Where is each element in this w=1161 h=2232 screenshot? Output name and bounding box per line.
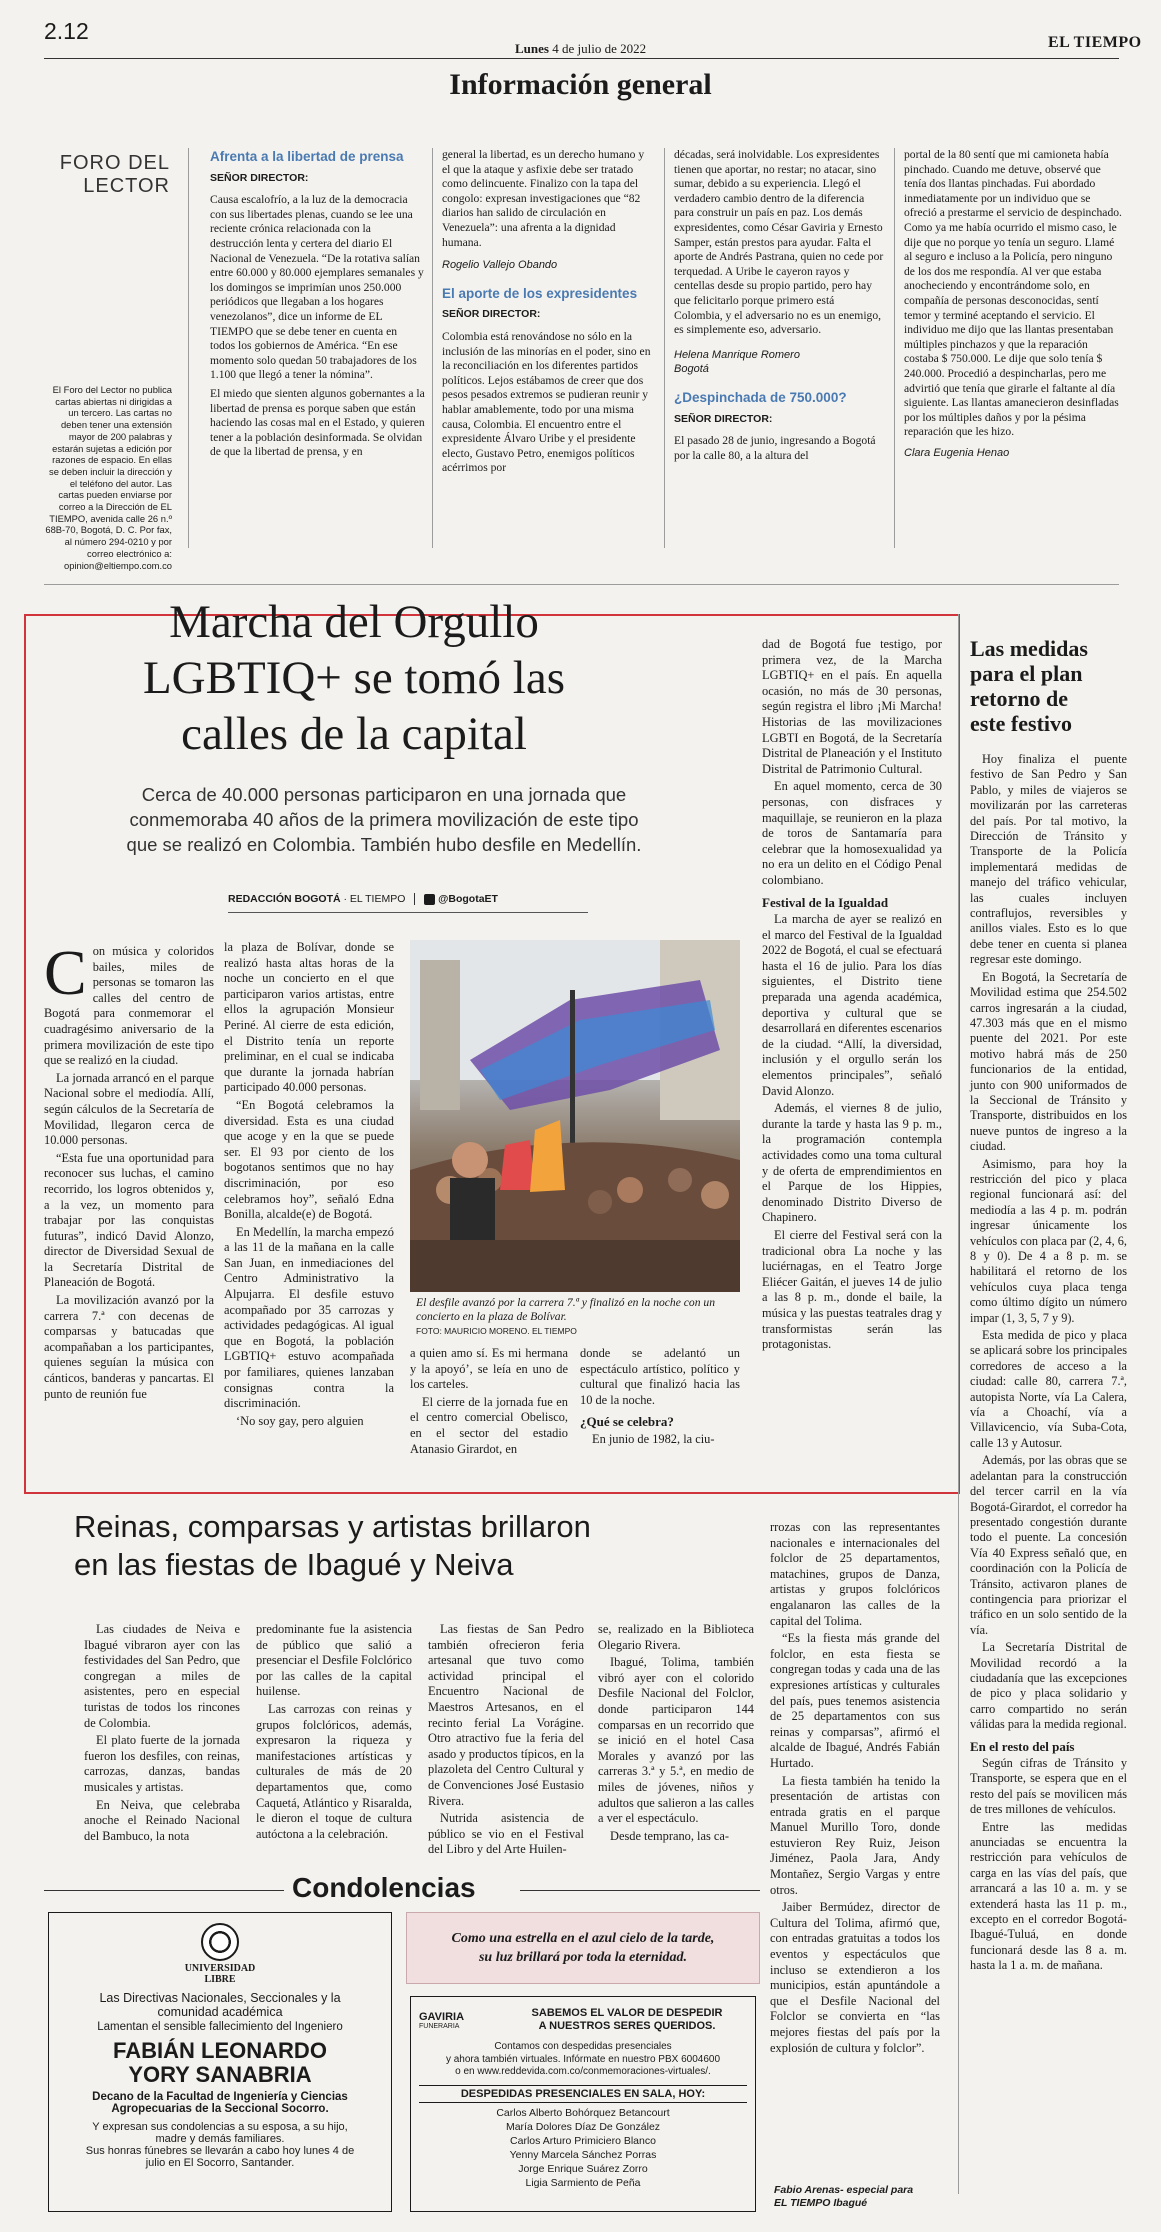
medidas-headline: [970, 636, 1130, 736]
page-number: 2.12: [44, 18, 89, 44]
reinas-para: Desde temprano, las ca-: [610, 1828, 730, 1843]
date-line: [515, 41, 646, 57]
medidas-headline-line: para el plan: [970, 661, 1083, 686]
medidas-para: Además, por las obras que se adelantan para la construcción del tercer carril en la vía Bogotá-Girardot, el corredor ha presentado congestión durante todo el puente. La concesión Vía 40 Express señaló que, en coordinación con la Policía de Tránsito, activaron planes de contingencia para priorizar el tráfico en un solo sentido de la vía.: [970, 1453, 1127, 1637]
section-rule: [44, 584, 1119, 585]
marcha-col4: [580, 1346, 740, 1450]
marcha-deck: [54, 782, 714, 857]
marcha-deck-line: que se realizó en Colombia. También hubo desfile en Medellín.: [126, 834, 642, 855]
twitter-handle[interactable]: @BogotaET: [438, 893, 498, 905]
foro-divider: [188, 148, 189, 548]
gaviria-logo: [419, 2011, 507, 2030]
gaviria-logo-text: GAVIRIA: [419, 2010, 465, 2023]
reinas-col1: [84, 1622, 240, 1846]
marcha-para: a quien amo sí. Es mi hermana y la apoyó’, se leía en uno de los carteles.: [410, 1346, 568, 1392]
right-column-divider: [958, 614, 959, 2194]
letter3-col4: [904, 148, 1124, 464]
universidad-logo: [145, 1923, 295, 1985]
marcha-col2: [224, 940, 394, 1431]
letter3-para: portal de la 80 sentí que mi camioneta había pinchado. Cuando me detuve, observé que tenía dos llantas pinchadas. Fui abordado inmediatamente por un individuo que se ofreció a prestarme el servicio de despinchado. Como ya me había ocurrido el mismo caso, le dije que no porque yo tenía un seguro. Llamé al seguro e incluso a la Policía, pero ninguno de los dos me respondía. Al ver que estaba anocheciendo y encontrándome solo, en compañía de personas desconocidas, sentí temor y terminé aceptando el servicio. El individuo me dijo que las llantas presentaban múltiples pinchazos y que la reparación costaba $ 750.000. Le dije que solo tenía $ 240.000. Procedió a despincharlas, pero me advirtió que tenía que girarle el faltante al día siguiente. Las llantas amanecieron desinfladas por los múltiples daños y por la pésima reparación que les hizo.: [904, 148, 1122, 439]
universidad-logo-bottom: LIBRE: [204, 1974, 236, 1985]
byline-desk: REDACCIÓN BOGOTÁ: [228, 893, 341, 905]
foro-note: El Foro del Lector no publica cartas abiertas ni dirigidas a un tercero. Las cartas no deben tener una extensión mayor de 200 palabras y estarán sujetas a edición por razones de espacio. En ellas se deben incluir la dirección y el teléfono del autor. Las cartas pueden enviarse por correo a la Dirección de EL TIEMPO, avenida calle 26 n.º 68B-70, Bogotá, D. C. Por fax, al número 294-0210 y por correo electrónico a: opinion@eltiempo.com.co: [45, 384, 172, 571]
reinas-para: La fiesta también ha tenido la presentación de artistas con entrada gratis en el parque Manuel Murillo Toro, donde estuvieron Rey Ruiz, Jeison Jiménez, Paola Jara, Andy Montañez, Sergio Vargas y entre otros.: [770, 1773, 940, 1897]
marcha-para: En aquel momento, cerca de 30 personas, con disfraces y maquillaje, se reunieron en la plaza de toros de Santamaría para celebrar que la homosexualidad ya no era un delito en el Código Penal colombiano.: [762, 779, 942, 887]
reinas-signature: [774, 2184, 944, 2210]
reinas-col4: [598, 1622, 754, 1846]
letter1-col1: [210, 148, 425, 464]
gaviria-info-line: y ahora también virtuales. Infórmate en nuestro PBX 6004600: [445, 2053, 721, 2065]
letter2-para: Colombia está renovándose no sólo en la inclusión de las minorías en el poder, sino en la reconciliación en los diferentes partidos políticos. Lejos estábamos de creer que dos pesos pesados extremos se pudieran reunir y hablar amablemente, todo por una misma causa, Colombia. El encuentro entre el expresidente Álvaro Uribe y el presidente electo, Gustavo Petro, enemigos políticos acérrimos por: [442, 329, 651, 475]
reinas-para: predominante fue la asistencia de público que salió a presenciar el Desfile Folclórico por las calles de la capital huilense.: [256, 1622, 412, 1699]
marcha-para: Además, el viernes 8 de julio, durante la tarde y hasta las 9 p. m., la programación contempla actividades como una toma cultural y de oferta de emprendimientos en el Parque de los Hippies, denominado Distrito Diverso de Chapinero.: [762, 1101, 942, 1225]
universidad-line: Las Directivas Nacionales, Seccionales y la: [99, 1991, 341, 2005]
gaviria-info-link[interactable]: o en www.reddevida.com.co/conmemoraciones-virtuales/.: [455, 2066, 711, 2077]
foro-title: [40, 152, 170, 198]
poem-line: su luz brillará por toda la eternidad.: [478, 1950, 688, 1965]
poem-line: Como una estrella en el azul cielo de la tarde,: [451, 1931, 715, 1946]
universidad-notice: [48, 1912, 392, 2212]
marcha-para: La marcha de ayer se realizó en el marco del Festival de la Igualdad 2022 de Bogotá, el cual se efectuará hasta el 16 de julio. Para los días siguientes, el Distrito tiene preparada una agenda académica, deportiva y cultural que se desarrollará en diferentes escenarios de la ciudad. “Allí, la diversidad, inclusión y el orgullo serán los elementos principales”, señaló David Alonzo.: [762, 912, 942, 1098]
col-divider: [894, 148, 895, 548]
gaviria-list-title: DESPEDIDAS PRESENCIALES EN SALA, HOY:: [419, 2085, 747, 2103]
reinas-col2: [256, 1622, 412, 1844]
marcha-byline: [228, 893, 498, 905]
reinas-headline: [74, 1508, 774, 1584]
subhead-resto-pais: En el resto del país: [970, 1738, 1075, 1754]
marcha-para: donde se adelantó un espectáculo artístico, político y cultural que finalizó hacia las 10 de la noche.: [580, 1346, 740, 1407]
gaviria-notice: [410, 1996, 756, 2212]
reinas-para: Jaiber Bermúdez, director de Cultura del Tolima, afirmó que, con entradas gratuitas a todos los eventos y espectáculos que incluso se extendieron a los municipios, están apuntándole a que el Desfile Nacional del Folclor se convierta en “las mejores fiestas del país por la explosión de cultura y folclor”.: [770, 1900, 940, 2055]
marcha-para: la plaza de Bolívar, donde se realizó hasta altas horas de la noche un concierto en el que participaron varios artistas, entre ellos la agrupación Monsieur Periné. Al cierre de esta edición, el Distrito tenía un reporte preliminar, en el cual se indicaba que durante la jornada habrían participado 40.000 personas.: [224, 940, 394, 1095]
medidas-body: [970, 752, 1127, 1976]
marcha-para: En Medellín, la marcha empezó a las 11 de la mañana en la calle San Juan, en inmediaciones del Centro Administrativo la Alpujarra. El desfile estuvo acompañado por 35 carrozas y actividades pedagógicas. Al igual que en Bogotá, la población LGBTIQ+ estuvo acompañada por familiares, quienes lanzaban consignas contra la discriminación.: [224, 1224, 394, 1411]
foro-title-line1: FORO DEL: [59, 152, 170, 174]
dropcap: C: [44, 937, 87, 1008]
marcha-lead: on música y coloridos bailes, miles de personas se tomaron las calles del centro de Bogotá para conmemorar el cuadragésimo aniversario de la primera movilización de este tipo que se realizó en la ciudad.: [44, 944, 214, 1068]
gaviria-slogan-line: A NUESTROS SERES QUERIDOS.: [538, 2020, 716, 2032]
subhead-festival: Festival de la Igualdad: [762, 894, 889, 910]
byline-paper: · EL TIEMPO: [343, 893, 406, 905]
letter1-salutation: SEÑOR DIRECTOR:: [210, 171, 309, 184]
reinas-para: Ibagué, Tolima, también vibró ayer con el colorido Desfile Nacional del Folclor, donde participaron 144 comparsas en un recorrido que se inició en el hotel Casa Morales y avanzó por las carreras 3.ª y 5.ª, en medio de miles de jóvenes, niños y adultos que salieron a las calles a ver el espectáculo.: [598, 1655, 754, 1826]
list-item: María Dolores Díaz De González: [505, 2120, 661, 2133]
marcha-para: En junio de 1982, la ciu-: [592, 1431, 715, 1446]
letter2-para: décadas, será inolvidable. Los expresidentes tienen que aportar, no restar; no atacar, sino sumar, debido a su experiencia. Llegó el verdadero cambio dentro de la diferencia para construir un país en paz. Los demás expresidentes, como César Gaviria y Ernesto Samper, están prestos para ayudar. Falta el aporte de Andrés Pastrana, quien no cede por terquedad. A Uribe le cayeron rayos y centellas desde su propio partido, pero hay que felicitarlo porque primero está Colombia, y el adversario no es un enemigo, es simplemente eso, adversario.: [674, 148, 884, 337]
condolencias-title: Condolencias: [292, 1872, 476, 1903]
letter2-city: Bogotá: [674, 363, 709, 376]
universidad-line: comunidad académica: [157, 2005, 283, 2019]
byline-rule: [228, 912, 588, 913]
reinas-para: Las fiestas de San Pedro también ofrecieron feria artesanal que tuvo como actividad principal el Encuentro Nacional de Maestros Artesanos, en el recinto ferial La Vorágine. Otro atractivo fue la feria del asado y productos típicos, en la plazoleta del Centro Cultural y de Convenciones José Eustasio Rivera.: [428, 1622, 584, 1808]
col-divider: [432, 148, 433, 548]
reinas-para: rrozas con las representantes nacionales e internacionales del folclor de 25 departamentos, matachines, grupos de Danza, artistas y grupos folclóricos engalanaron las calles de la capital del Tolima.: [770, 1520, 940, 1628]
medidas-headline-line: Las medidas: [970, 636, 1088, 661]
list-item: Jorge Enrique Suárez Zorro: [518, 2162, 648, 2175]
universidad-line: julio en El Socorro, Santander.: [145, 2157, 295, 2169]
letter3-title: ¿Despinchada de 750.000?: [674, 389, 847, 405]
reinas-col3: [428, 1622, 584, 1860]
marcha-para: dad de Bogotá fue testigo, por primera vez, de la Marcha LGBTIQ+ en el país. En aquella ocasión, no más de 30 personas, según registra el libro ¡Mi Marcha! Historias de las movilizaciones LGBTI en Bogotá, de la Secretaría Distrital de Planeación y el Instituto Distrital de Patrimonio Cultural.: [762, 637, 942, 776]
universidad-line: Decano de la Facultad de Ingeniería y Ciencias: [92, 2091, 348, 2103]
deceased-name: YORY SANABRIA: [128, 2062, 312, 2087]
col-divider: [664, 148, 665, 548]
list-item: Yenny Marcela Sánchez Porras: [509, 2148, 657, 2161]
marcha-para: ‘No soy gay, pero alguien: [236, 1413, 364, 1428]
marcha-deck-line: Cerca de 40.000 personas participaron en una jornada que: [141, 784, 627, 805]
marcha-para: “Esta fue una oportunidad para reconocer sus luchas, el camino recorrido, los logros obtenidos y, a la vez, un momento para trabajar por las conquistas futuras”, indicó David Alonzo, director de Diversidad Sexual de la Secretaría Distrital de Planeación de Bogotá.: [44, 1150, 214, 1290]
letter1-para: general la libertad, es un derecho humano y el que la ataque y asfixie debe ser tratado como delincuente. Finalizo con la tapa del congolo: expresan investigaciones que “82 diarios han salido de circulación en Venezuela”: una afrenta a la dignidad humana.: [442, 148, 645, 249]
section-title: Información general: [449, 68, 712, 101]
reinas-para: En Neiva, que celebraba anoche el Reinado Nacional del Bambuco, la nota: [84, 1797, 240, 1843]
reinas-para: se, realizado en la Biblioteca Olegario Rivera.: [598, 1622, 754, 1652]
subhead-que-se-celebra: ¿Qué se celebra?: [580, 1414, 674, 1430]
letter3-salutation: SEÑOR DIRECTOR:: [674, 412, 773, 425]
condolencias-rule-right: [520, 1890, 760, 1891]
medidas-para: La Secretaría Distrital de Movilidad recordó a la ciudadanía que las excepciones de pico y placa solidario y carro compartido no serán válidas para la medida regional.: [970, 1640, 1127, 1732]
marcha-photo-illustration: [410, 940, 740, 1292]
list-item: Carlos Alberto Bohórquez Betancourt: [496, 2106, 670, 2119]
twitter-icon: [424, 894, 435, 905]
marcha-para: El cierre del Festival será con la tradicional obra La noche y las luciérnagas, en el Teatro Jorge Eliécer Gaitán, el jueves 14 de julio a las 8 p. m., donde el baile, la música y las puestas teatrales drag y transformistas serán las protagonistas.: [762, 1227, 942, 1352]
marcha-col3: [410, 1346, 568, 1459]
reinas-para: Nutrida asistencia de público se vio en el Festival del Libro y del Arte Huilen-: [428, 1811, 584, 1857]
gaviria-name-list: [419, 2106, 747, 2190]
marcha-para: La movilización avanzó por la carrera 7.ª con decenas de comparsas y batucadas que acompañaban a los participantes, quienes seguían la música con cánticos, banderas y pancartas. El punto de reunión fue: [44, 1293, 214, 1401]
reinas-signature-line: EL TIEMPO Ibagué: [774, 2197, 868, 2209]
photo-credit: FOTO: MAURICIO MORENO. EL TIEMPO: [416, 1326, 577, 1336]
marcha-deck-line: conmemoraba 40 años de la primera movilización de este tipo: [129, 809, 639, 830]
universidad-logo-top: UNIVERSIDAD: [184, 1963, 256, 1974]
letter2-title: El aporte de los expresidentes: [442, 285, 638, 301]
letter2-col3: [674, 148, 884, 467]
medidas-para: Asimismo, para hoy la restricción del pico y placa regional funcionará así: del mediodía a las 4 p. m. podrán ingresar únicamente los vehículos con placa par (2, 4, 6, 8 y 0). De 4 a 8 p. m. se habilitará el retorno de los vehículos cuya placa tenga como último dígito un número impar (1, 3, 5, 7 y 9).: [970, 1156, 1127, 1325]
date-rest: 4 de julio de 2022: [552, 41, 647, 56]
universidad-line: Sus honras fúnebres se llevarán a cabo hoy lunes 4 de: [85, 2145, 355, 2157]
reinas-col5: [770, 1520, 940, 2058]
reinas-para: El plato fuerte de la jornada fueron los desfiles, con reinas, carrozas, danzas, bandas musicales y artistas.: [84, 1733, 240, 1794]
universidad-line: Lamentan el sensible fallecimiento del Ingeniero: [97, 2021, 343, 2033]
byline-separator: [414, 893, 415, 905]
header-rule: [44, 58, 1119, 59]
letter1-para: Causa escalofrío, a la luz de la democracia con sus libertades plenas, cuando se lee una reciente crónica relacionada con la destrucción lenta y certera del diario El Nacional de Venezuela. “De la rotativa salían entre 60.000 y 80.000 ejemplares semanales y los domingos se imprimían unos 250.000 periódicos que llegaban a los hogares venezolanos”, dice un informe de EL TIEMPO que se debe tener en cuenta en todos los gobiernos de América. “En ese momento solo quedan 50 trabajadores de los 1.100 que llegó a tener la nómina”.: [210, 193, 424, 382]
marcha-para: “En Bogotá celebramos la diversidad. Esta es una ciudad que acoge y en la que se puede ser. El 93 por ciento de los bogotanos sentimos que no hay discriminación, por eso celebramos hoy”, señaló Edna Bonilla, alcalde(e) de Bogotá.: [224, 1097, 394, 1222]
seal-icon: [201, 1923, 239, 1961]
letter1-para: El miedo que sienten algunos gobernantes a la libertad de prensa es porque saben que están haciendo las cosas mal en el Estado, y quieren tener a la población desinformada. Se olvidan de que la libertad de prensa, y en: [210, 386, 425, 459]
medidas-para: Esta medida de pico y placa se aplicará sobre los principales corredores de acceso a la ciudad: calle 80, carrera 7.ª, autopista Norte, vía La Calera, vía a Choachí, vía a Villavicencio, vía Suba-Cota, calle 13 y Autosur.: [970, 1328, 1127, 1450]
reinas-headline-line: en las fiestas de Ibagué y Neiva: [74, 1547, 514, 1582]
marcha-headline-line: calles de la capital: [181, 708, 527, 760]
marcha-headline-line: Marcha del Orgullo: [169, 596, 539, 648]
letter1-title: Afrenta a la libertad de prensa: [210, 149, 404, 164]
marcha-col5: [762, 637, 942, 1355]
medidas-headline-line: retorno de: [970, 686, 1068, 711]
marcha-para: [44, 937, 214, 1069]
date-weekday: Lunes: [515, 41, 549, 56]
marcha-para: La jornada arrancó en el parque Nacional sobre el mediodía. Allí, según cálculos de la Secretaría de Movilidad, llegaron cerca de 10.000 personas.: [44, 1070, 214, 1148]
gaviria-logo-sub: FUNERARIA: [419, 2022, 460, 2030]
reinas-para: Las ciudades de Neiva e Ibagué vibraron ayer con las festividades del San Pedro, que congregan a miles de asistentes, pero en especial turistas de todos los rincones de Colombia.: [84, 1622, 240, 1730]
reinas-headline-line: Reinas, comparsas y artistas brillaron: [74, 1509, 591, 1544]
reinas-para: “Es la fiesta más grande del folclor, en esta fiesta se congregan todas y cada una de las expresiones artísticas y culturales del país, pues tenemos asistencia de 25 departamentos con sus reinas y comparsas”, afirmó el alcalde de Ibagué, Andrés Fabián Hurtado.: [770, 1631, 940, 1770]
list-item: Ligia Sarmiento de Peña: [525, 2176, 641, 2189]
medidas-para: Entre las medidas anunciadas se encuentra la restricción para vehículos de carga en las vías del país, que arrancará a las 10 a. m. y se extenderá hasta las 11 p. m., excepto en el corredor Bogotá-Ibagué-Tuluá, en donde funcionará desde las 8 a. m. hasta la 1 a. m. de mañana.: [970, 1819, 1127, 1973]
marcha-para: El cierre de la jornada fue en el centro comercial Obelisco, en el sector del estadio Atanasio Girardot, en: [410, 1394, 568, 1456]
masthead: EL TIEMPO: [1048, 34, 1142, 51]
condolencias-rule-left: [44, 1890, 284, 1891]
medidas-para: Hoy finaliza el puente festivo de San Pedro y San Pablo, y miles de viajeros se movilizarán por las carreteras del país. Por tal motivo, la Dirección de Tránsito y Transporte de la Policía implementará medidas de manejo del tráfico vehicular, las cuales incluyen contraflujos, reversibles y anillos viales. Esto es lo que debe tener en cuenta si planea regresar este domingo.: [970, 752, 1127, 967]
medidas-headline-line: este festivo: [970, 711, 1073, 736]
gaviria-info-line: Contamos con despedidas presenciales: [494, 2041, 672, 2052]
reinas-signature-line: Fabio Arenas- especial para: [774, 2184, 914, 2196]
photo-caption: El desfile avanzó por la carrera 7.ª y finalizó en la noche con un concierto en la plaza de Bolívar.: [416, 1296, 716, 1323]
gaviria-slogan-line: SABEMOS EL VALOR DE DESPEDIR: [531, 2007, 723, 2019]
universidad-line: Agropecuarias de la Seccional Socorro.: [111, 2103, 329, 2115]
letter3-signature: Clara Eugenia Henao: [904, 446, 1010, 459]
medidas-para: Según cifras de Tránsito y Transporte, se espera que en el resto del país se movilicen más de tres millones de vehículos.: [970, 1756, 1127, 1817]
medidas-para: En Bogotá, la Secretaría de Movilidad estima que 254.502 carros ingresarán a la ciudad, 47.303 más que en el mismo puente del 2021. Por este motivo habrá más de 250 funcionarios de la entidad, junto con 900 uniformados de la Seccional de Tránsito y Transporte, distribuidos en los nueve puntos de ingreso a la ciudad.: [970, 969, 1127, 1154]
letter2-signature: Helena Manrique Romero: [674, 348, 800, 361]
gaviria-info: [419, 2041, 747, 2079]
universidad-line: Y expresan sus condolencias a su esposa, a su hijo,: [92, 2121, 348, 2133]
gaviria-slogan: [507, 2007, 747, 2033]
gaviria-header: [419, 2007, 747, 2033]
deceased-name: FABIÁN LEONARDO: [113, 2038, 327, 2063]
list-item: Carlos Arturo Primiciero Blanco: [510, 2134, 656, 2147]
marcha-photo: [410, 940, 740, 1292]
universidad-line: madre y demás familiares.: [155, 2133, 285, 2145]
marcha-headline-line: LGBTIQ+ se tomó las: [142, 652, 566, 704]
reinas-para: Las carrozas con reinas y grupos folclóricos, además, expresaron la riqueza y manifestaciones artísticas y culturales de más de 20 departamentos que, como Caquetá, Atlántico y Risaralda, le dieron el toque de cultura autóctona a la celebración.: [256, 1701, 412, 1841]
poem-box: [406, 1912, 760, 1984]
marcha-headline: [54, 594, 654, 762]
letter3-para: El pasado 28 de junio, ingresando a Bogotá por la calle 80, a la altura del: [674, 434, 876, 462]
letter1-col2: [442, 148, 654, 480]
foro-title-line2: LECTOR: [83, 175, 170, 197]
letter1-signature: Rogelio Vallejo Obando: [442, 259, 558, 272]
marcha-col1: [44, 937, 214, 1404]
letter2-salutation: SEÑOR DIRECTOR:: [442, 308, 541, 321]
